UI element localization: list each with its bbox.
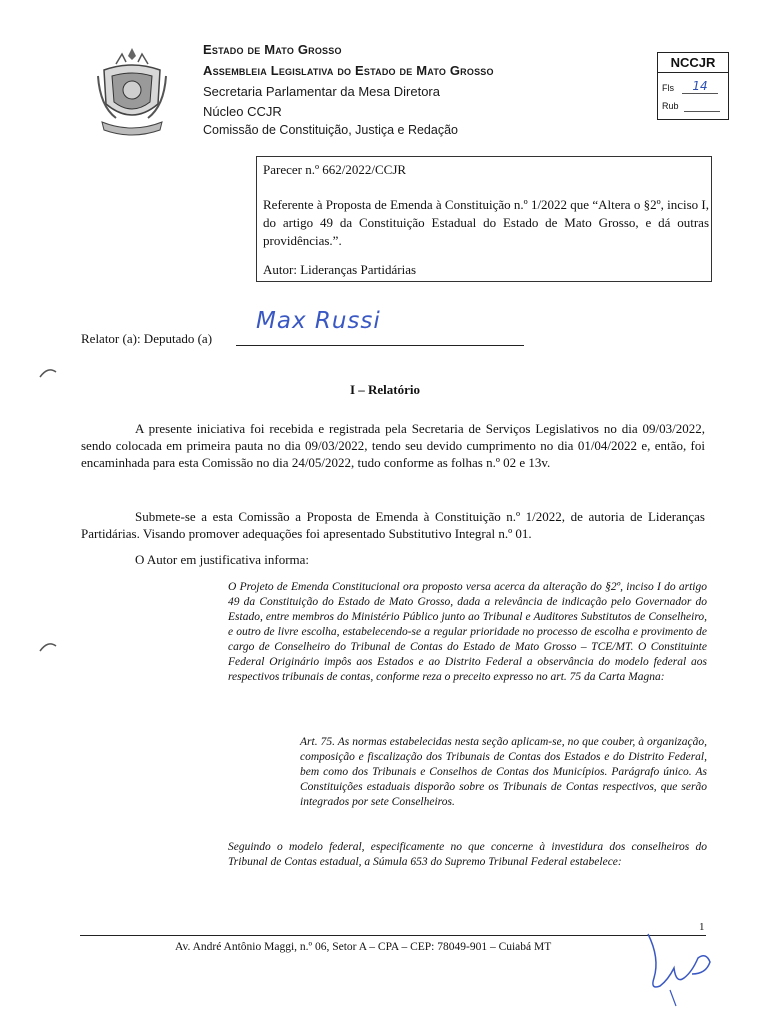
stamp-fls-label: Fls [662,83,674,93]
stamp-rub-initials [684,97,720,112]
header-assembly: Assembleia Legislativa do Estado de Mato Grosso [203,63,494,78]
paragraph-justification-intro: O Autor em justificativa informa: [135,552,310,567]
punch-mark-icon [38,366,58,378]
handwritten-initials-icon [640,928,720,1008]
parecer-reference: Referente à Proposta de Emenda à Constituição n.º 1/2022 que “Altera o §2º, inciso I, do artigo 49 da Constituição Estadual do Estado de Mato Grosso, e dá outras providências.”. [263,197,709,248]
section-heading: I – Relatório [349,382,421,397]
header-nucleus: Núcleo CCJR [203,104,282,119]
punch-mark-icon [38,640,58,652]
relator-signature: Max Russi [256,308,381,334]
parecer-number: Parecer n.º 662/2022/CCJR [263,162,407,177]
parecer-author: Autor: Lideranças Partidárias [263,262,417,277]
footer-divider [80,935,706,936]
paragraph-submission: Submete-se a esta Comissão a Proposta de Emenda à Constituição n.º 1/2022, de autoria de Lideranças Partidárias. Visando promover adequações foi apresentado Substitutivo Integral n.º 01. [81,509,705,541]
stamp-rub-label: Rub [662,101,679,111]
relator-label: Relator (a): Deputado (a) [81,331,213,346]
signature-line [236,345,524,346]
header-state: Estado de Mato Grosso [203,42,342,57]
stamp-fls-value: 14 [682,79,718,94]
quote-justification: O Projeto de Emenda Constitucional ora proposto versa acerca da alteração do §2º, inciso I do artigo 49 da Constituição do Estado de Mato Grosso, dada a relevância de indicação pelo Governador do Estado, entre membros do Ministério Público junto ao Tribunal e Auditores Substitutos de Conselheiro, e outro de livre escolha, estabelecendo-se a regular prioridade no processo de escolha e provimento de cargo de Conselheiro do Tribunal de Contas do Estado de Mato Grosso – TCE/MT. O Constituinte Federal Originário impôs aos Estados e ao Distrito Federal a observância do modelo federal aos respectivos tribunais de contas, conforme reza o preceito expresso no art. 75 da Carta Magna: [228,581,707,683]
page-number: 1 [699,921,705,933]
header-commission: Comissão de Constituição, Justiça e Redação [203,123,458,137]
quote-article-75: Art. 75. As normas estabelecidas nesta seção aplicam-se, no que couber, à organização, composição e fiscalização dos Tribunais de Contas dos Estados e do Distrito Federal, bem como dos Tribunais e Conselhos de Contas dos Municípios. Parágrafo único. As Constituições estaduais disporão sobre os Tribunais de Contas respectivos, que serão integrados por sete Conselheiros. [300,736,707,808]
stamp-title: NCCJR [658,55,728,73]
header-secretariat: Secretaria Parlamentar da Mesa Diretora [203,84,440,99]
quote-sumula: Seguindo o modelo federal, especificamente no que concerne à investidura dos conselheiros do Tribunal de Contas estadual, a Súmula 653 do Supremo Tribunal Federal estabelece: [228,841,707,868]
nccjr-stamp [657,52,729,120]
paragraph-receipt: A presente iniciativa foi recebida e registrada pela Secretaria de Serviços Legislativos no dia 09/03/2022, sendo colocada em primeira pauta no dia 09/03/2022, tendo seu devido cumprimento no dia 01/04/2022 e, então, foi encaminhada para esta Comissão no dia 24/05/2022, tudo conforme as folhas n.º 02 e 13v. [81,421,705,470]
footer-address: Av. André Antônio Maggi, n.º 06, Setor A – CPA – CEP: 78049-901 – Cuiabá MT [175,941,552,953]
state-coat-of-arms-icon [96,46,168,138]
